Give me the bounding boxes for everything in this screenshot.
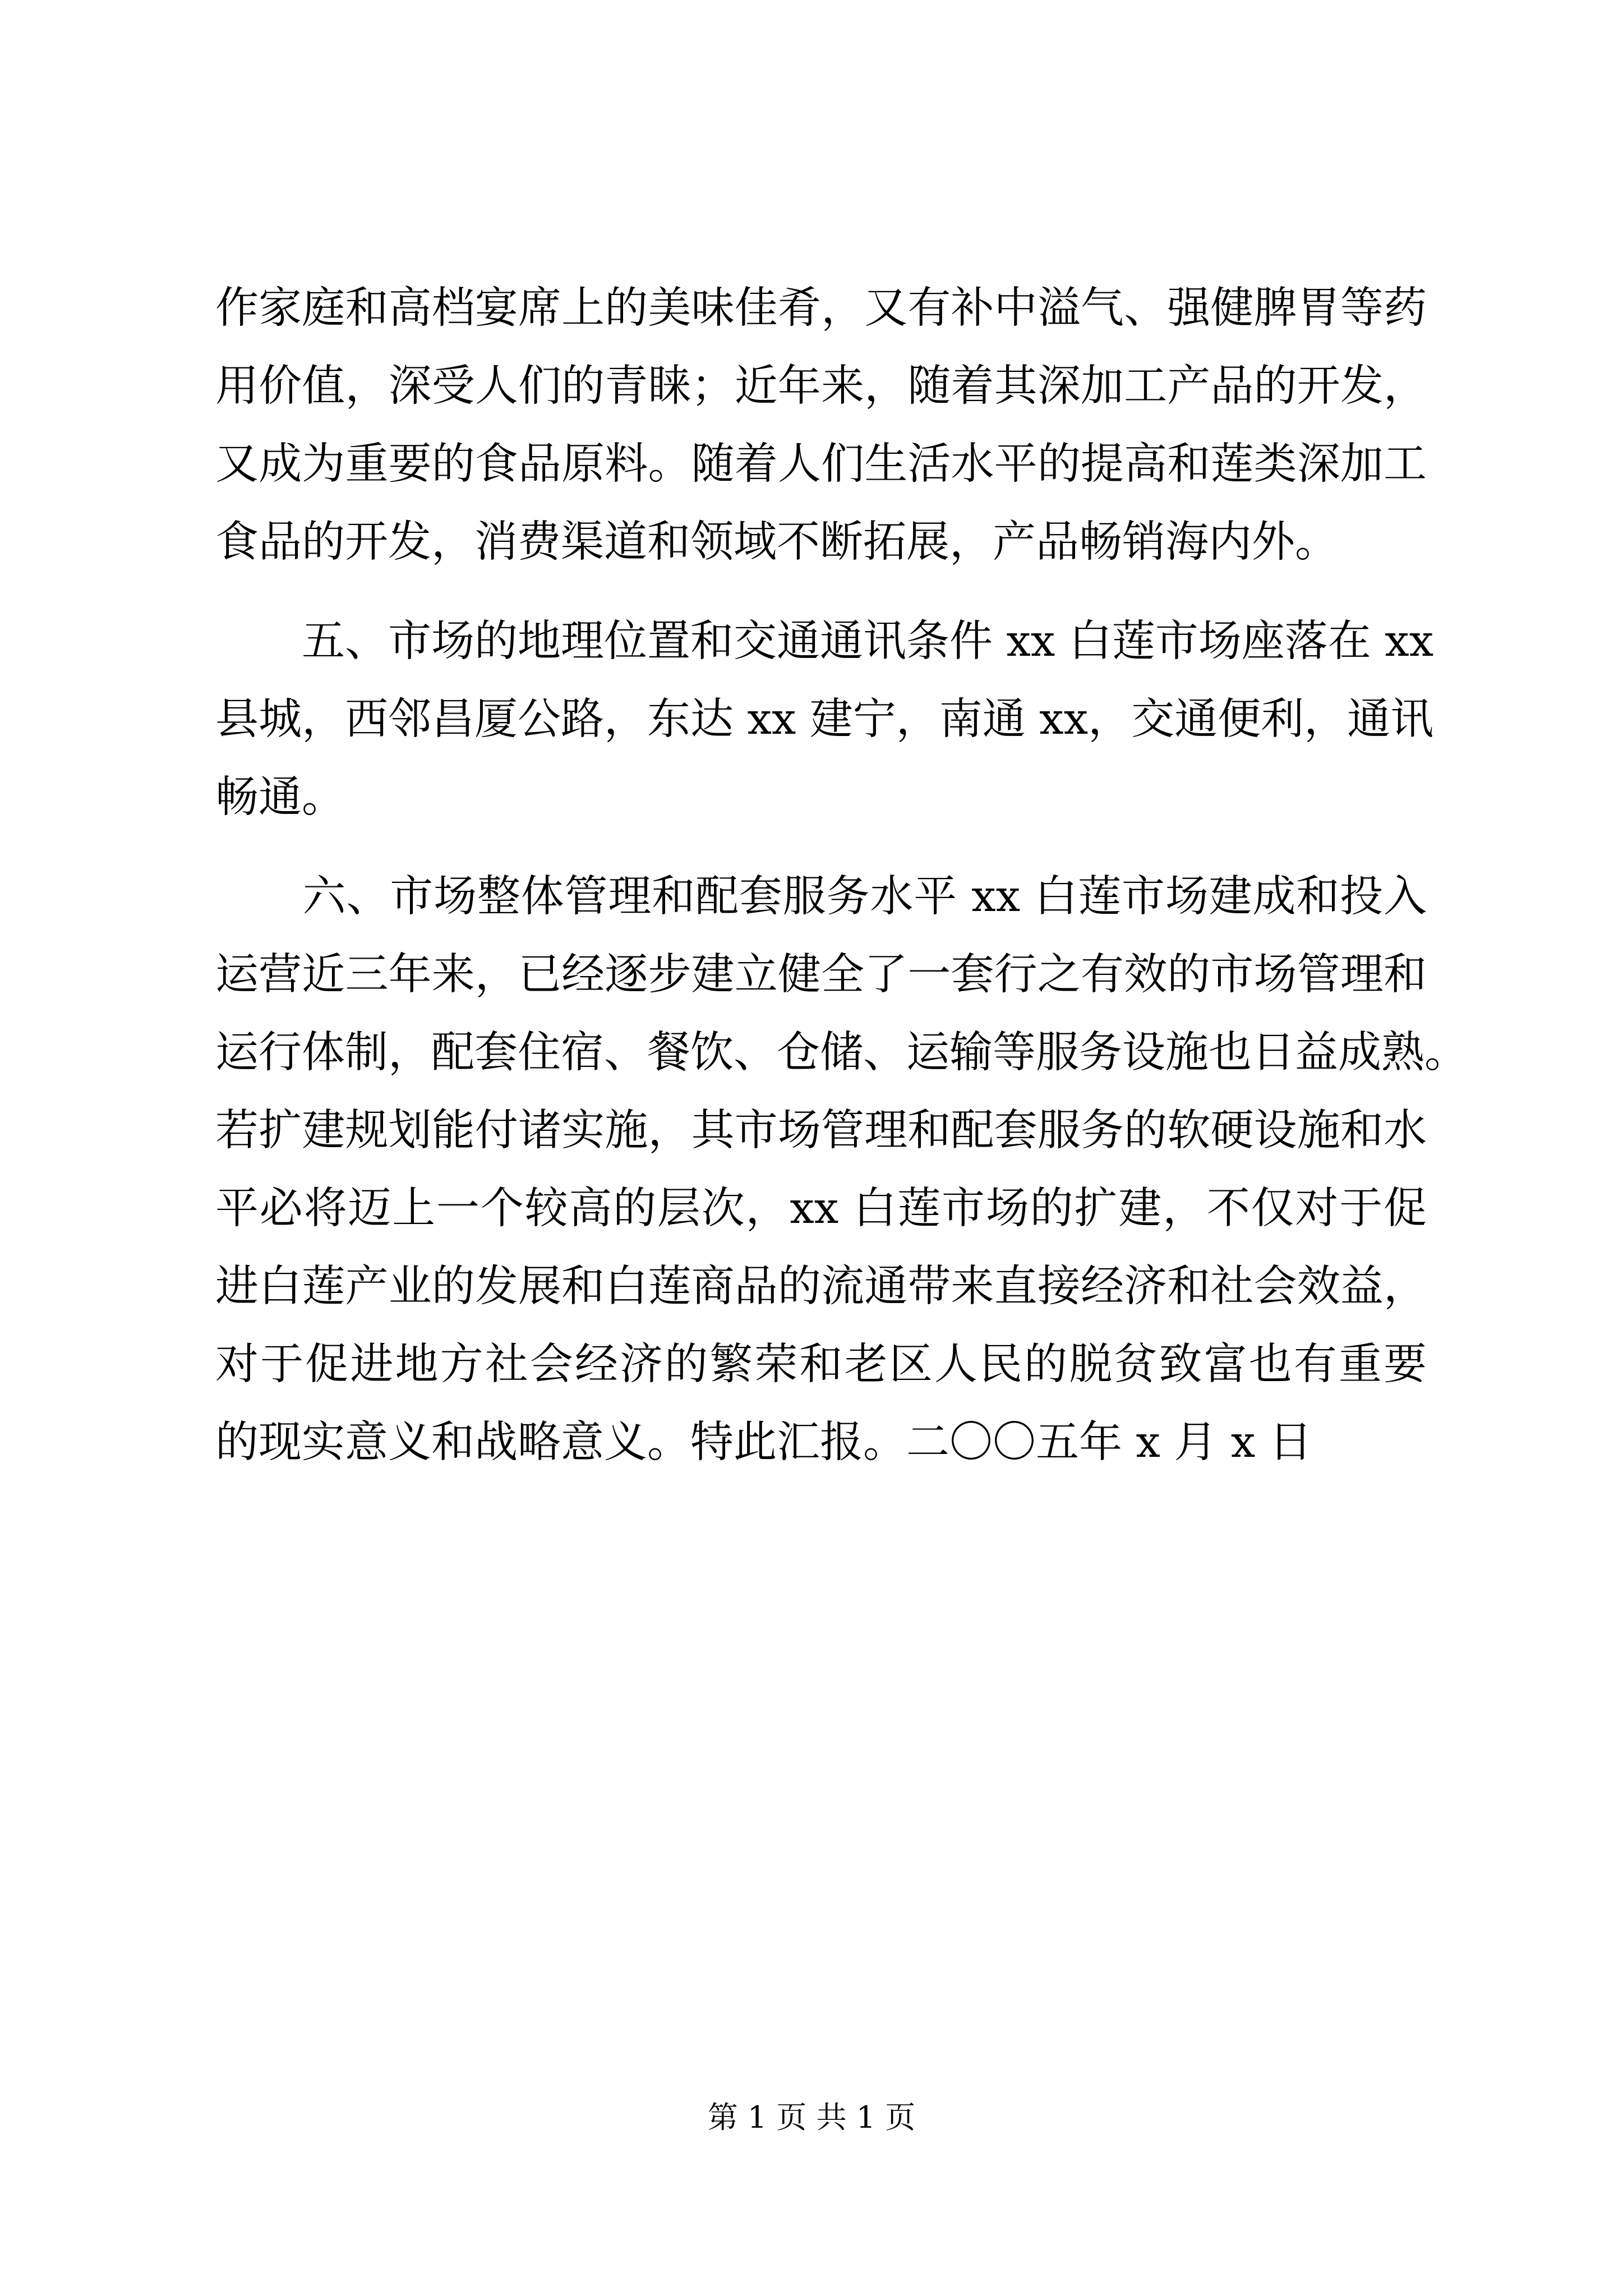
text-line: 运行体制，配套住宿、餐饮、仓储、运输等服务设施也日益成熟。 [215, 1028, 1468, 1078]
text-line: 又成为重要的食品原料。随着人们生活水平的提高和莲类深加工 [215, 439, 1427, 489]
text-line: 的现实意义和战略意义。特此汇报。二〇〇五年 x 月 x 日 [215, 1418, 1312, 1467]
paragraph-3 [215, 858, 1468, 1481]
text-line: 用价值，深受人们的青睐；近年来，随着其深加工产品的开发， [215, 361, 1427, 411]
paragraph-1 [215, 269, 1427, 581]
text-line: 若扩建规划能付诸实施，其市场管理和配套服务的软硬设施和水 [215, 1106, 1427, 1156]
text-line: 作家庭和高档宴席上的美味佳肴，又有补中溢气、强健脾胃等药 [215, 283, 1427, 333]
page-number-label: 第 1 页 共 1 页 [707, 2100, 916, 2135]
text-line: 平必将迈上一个较高的层次，xx 白莲市场的扩建，不仅对于促 [215, 1184, 1427, 1234]
text-line: 县城，西邻昌厦公路，东达 xx 建宁，南通 xx，交通便利，通讯 [215, 694, 1434, 744]
text-line: 畅通。 [215, 772, 345, 822]
document-body [215, 269, 1468, 1481]
page-footer [0, 2098, 1623, 2137]
text-line: 五、市场的地理位置和交通通讯条件 xx 白莲市场座落在 xx [215, 616, 1434, 666]
text-line: 食品的开发，消费渠道和领域不断拓展，产品畅销海内外。 [215, 517, 1338, 567]
text-line: 六、市场整体管理和配套服务水平 xx 白莲市场建成和投入 [215, 872, 1427, 922]
text-line: 对于促进地方社会经济的繁荣和老区人民的脱贫致富也有重要 [215, 1340, 1427, 1389]
paragraph-2 [215, 602, 1434, 836]
text-line: 进白莲产业的发展和白莲商品的流通带来直接经济和社会效益， [215, 1262, 1427, 1312]
text-line: 运营近三年来，已经逐步建立健全了一套行之有效的市场管理和 [215, 950, 1427, 1000]
